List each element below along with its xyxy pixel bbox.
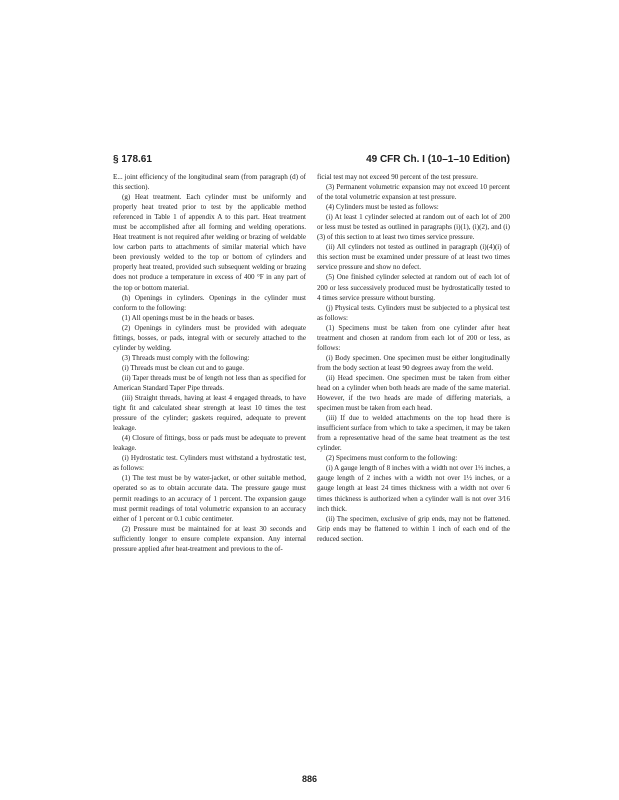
paragraph: (ii) The specimen, exclusive of grip ends, may not be flattened. Grip ends may be flattened to within 1 inch of each end of the reduced section. [317,514,510,543]
paragraph: (i) At least 1 cylinder selected at random out of each lot of 200 or less must be tested as outlined in paragraphs (i)(1), (i)(2), and (i)(3) of this section to at least two times service pressure. [317,213,510,242]
left-column [113,172,306,554]
paragraph: (1) Specimens must be taken from one cylinder after heat treatment and chosen at random from each lot of 200 or less, as follows: [317,323,510,352]
paragraph: (ii) All cylinders not tested as outlined in paragraph (i)(4)(i) of this section must be examined under pressure of at least two times service pressure and show no defect. [317,243,510,272]
paragraph: (i) A gauge length of 8 inches with a width not over 1½ inches, a gauge length of 2 inches with a width not over 1½ inches, or a gauge length at least 24 times thickness with a width not over 6 times thickness is authorized when a cylinder wall is not over 3⁄16 inch thick. [317,464,510,513]
paragraph: (i) Threads must be clean cut and to gauge. [122,363,245,372]
paragraph: (4) Cylinders must be tested as follows: [326,203,439,212]
paragraph: (3) Permanent volumetric expansion may not exceed 10 percent of the total volumetric expansion at test pressure. [317,183,510,202]
paragraph: (iii) If due to welded attachments on the top head there is insufficient surface from which to take a specimen, it may be taken from a representative head of the same heat treatment as the test cylinder. [317,414,510,453]
paragraph: (i) Hydrostatic test. Cylinders must withstand a hydrostatic test, as follows: [113,454,306,473]
paragraph: (1) The test must be by water-jacket, or other suitable method, operated so as to obtain accurate data. The pressure gauge must permit readings to an accuracy of 1 percent. The expansion gauge must permit readings of total volumetric expansion to an accuracy either of 1 percent or 0.1 cubic centimeter. [113,474,306,523]
page-number: 886 [301,774,318,784]
paragraph: (ii) Head specimen. One specimen must be taken from either head on a cylinder when both heads are made of the same material. However, if the two heads are made of differing materials, a specimen must be taken from each head. [317,373,510,413]
paragraph: (2) Pressure must be maintained for at least 30 seconds and sufficiently longer to ensure complete expansion. Any internal pressure applied after heat-treatment and previous to the of- [113,524,306,553]
paragraph: E... joint efficiency of the longitudinal seam (from paragraph (d) of this section). [113,173,306,192]
running-header [113,154,510,170]
section-number: § 178.61 [113,154,152,165]
paragraph: (i) Body specimen. One specimen must be either longitudinally from the body section at least 90 degrees away from the weld. [317,353,510,372]
paragraph: (4) Closure of fittings, boss or pads must be adequate to prevent leakage. [113,434,306,453]
cfr-reference: 49 CFR Ch. I (10–1–10 Edition) [366,154,510,165]
paragraph: (g) Heat treatment. Each cylinder must be uniformly and properly heat treated prior to test by the applicable method referenced in Table 1 of appendix A to this part. Heat treatment must be accomplished after all forming and welding operations. Heat treatment is not required after welding or brazing of weldable low carbon parts to attachments of similar material which have been previously welded to the top or bottom of cylinders and properly heat treated, provided such subsequent welding or brazing does not produce a temperature in excess of 400 °F in any part of the top or bottom material. [113,193,306,292]
paragraph: (h) Openings in cylinders. Openings in the cylinder must conform to the following: [113,293,306,312]
paragraph: (1) All openings must be in the heads or bases. [122,313,255,322]
paragraph: (2) Openings in cylinders must be provided with adequate fittings, bosses, or pads, integral with or securely attached to the cylinder by welding. [113,323,306,352]
paragraph: (iii) Straight threads, having at least 4 engaged threads, to have tight fit and calculated shear strength at least 10 times the test pressure of the cylinder; gaskets required, adequate to prevent leakage. [113,394,306,433]
paragraph: ficial test may not exceed 90 percent of the test pressure. [317,173,478,181]
paragraph: (3) Threads must comply with the following: [122,353,250,362]
paragraph: (j) Physical tests. Cylinders must be subjected to a physical test as follows: [317,303,510,322]
paragraph: (2) Specimens must conform to the following: [326,454,458,463]
right-column [317,172,510,544]
paragraph: (5) One finished cylinder selected at random out of each lot of 200 or less successively produced must be hydrostatically tested to 4 times service pressure without bursting. [317,273,510,302]
paragraph: (ii) Taper threads must be of length not less than as specified for American Standard Taper Pipe threads. [113,373,306,392]
